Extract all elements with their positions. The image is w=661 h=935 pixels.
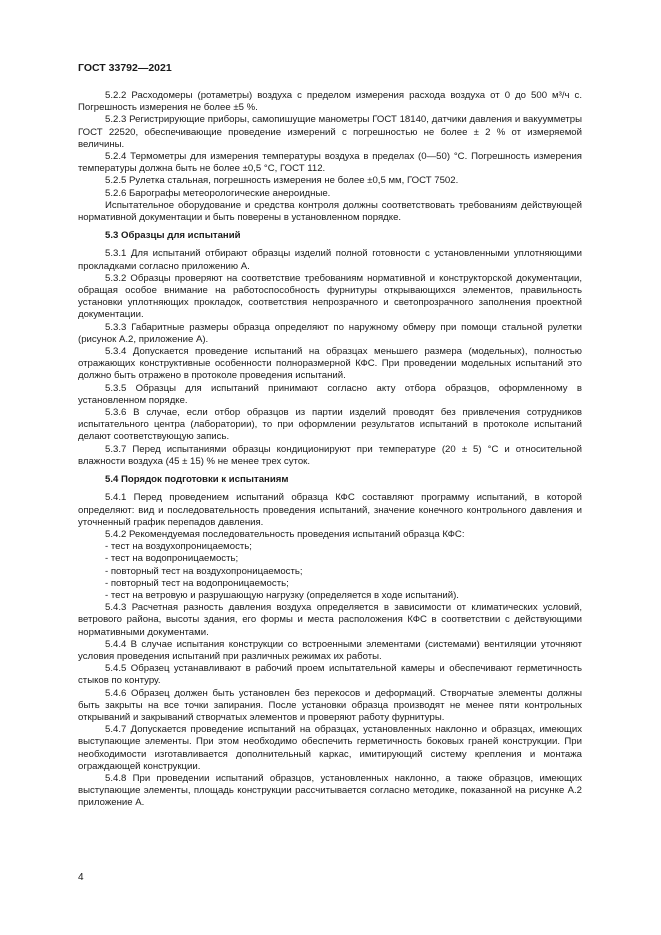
paragraph: 5.3.2 Образцы проверяют на соответствие требованиям нормативной и конструкторской документации, обращая особое внимание на работоспособность фурнитуры открывающихся элементов, правильность установки уплотняющих прокладок, соответствия непрозрачного и светопрозрачного заполнения проектной документации. (78, 272, 582, 321)
paragraph: 5.2.5 Рулетка стальная, погрешность измерения не более ±0,5 мм, ГОСТ 7502. (105, 175, 459, 187)
list-item: - тест на воздухопроницаемость; (105, 541, 252, 553)
paragraph: 5.4.8 При проведении испытаний образцов, установленных наклонно, а также образцов, имеющих выступающие элементы, площадь конструкции рассчитывается согласно методике, показанной на рисунке А.2 приложение А. (78, 772, 582, 809)
section-heading: 5.3 Образцы для испытаний (105, 230, 241, 242)
paragraph: 5.4.5 Образец устанавливают в рабочий проем испытательной камеры и обеспечивают герметичность стыков по контуру. (78, 663, 582, 687)
list-item: - тест на водопроницаемость; (105, 553, 239, 565)
paragraph: 5.2.2 Расходомеры (ротаметры) воздуха с пределом измерения расхода воздуха от 0 до 500 м³/ч с. Погрешность измерения не более ±5 %. (78, 90, 582, 114)
paragraph: 5.4.7 Допускается проведение испытаний на образцах, установленных наклонно и образцах, имеющих выступающие элементы. При этом необходимо обеспечить герметичность боковых граней конструкции. При необходимости изготавливается дополнительный каркас, имитирующий систему крепления и монтажа ограждающей конструкции. (78, 724, 582, 772)
paragraph: 5.2.6 Барографы метеорологические анероидные. (105, 187, 331, 199)
list-item: - повторный тест на воздухопроницаемость; (105, 565, 303, 577)
paragraph: 5.4.3 Расчетная разность давления воздуха определяется в зависимости от климатических условий, ветрового района, высоты здания, его формы и места расположения КФС в соответствии с действующими нормативными документами. (78, 602, 582, 638)
paragraph: 5.3.6 В случае, если отбор образцов из партии изделий проводят без привлечения сотрудников испытательного центра (лаборатории), то при оформлении результатов испытаний в протоколе испытаний делают соответствующую запись. (78, 407, 582, 443)
list-item: - тест на ветровую и разрушающую нагрузку (определяется в ходе испытаний). (105, 589, 459, 601)
page-number: 4 (78, 872, 84, 883)
section-heading: 5.4 Порядок подготовки к испытаниям (105, 474, 289, 486)
paragraph: 5.4.4 В случае испытания конструкции со встроенными элементами (системами) вентиляции уточняют условия проведения испытаний при различных режимах их работы. (78, 638, 582, 662)
paragraph: Испытательное оборудование и средства контроля должны соответствовать требованиям действующей нормативной документации и быть поверены в установленном порядке. (78, 199, 582, 224)
paragraph: 5.4.6 Образец должен быть установлен без перекосов и деформаций. Створчатые элементы должны быть закрыты на все точки запирания. После установки образца производят не менее пяти контрольных открываний и закрываний створчатых элементов и проверяют работу фурнитуры. (78, 687, 582, 723)
list-item: - повторный тест на водопроницаемость; (105, 577, 289, 589)
paragraph: 5.3.1 Для испытаний отбирают образцы изделий полной готовности с установленными уплотняющими прокладками согласно приложению А. (78, 248, 582, 272)
paragraph: 5.3.5 Образцы для испытаний принимают согласно акту отбора образцов, оформленному в установленном порядке. (78, 382, 582, 406)
paragraph: 5.3.7 Перед испытаниями образцы кондиционируют при температуре (20 ± 5) °С и относительной влажности воздуха (45 ± 15) % не менее трех суток. (78, 443, 582, 467)
paragraph: 5.3.3 Габаритные размеры образца определяют по наружному обмеру при помощи стальной рулетки (рисунок А.2, приложение А). (78, 321, 582, 345)
document-body (78, 90, 582, 810)
paragraph: 5.4.2 Рекомендуемая последовательность проведения испытаний образца КФС: (105, 528, 465, 540)
document-header: ГОСТ 33792—2021 (78, 62, 172, 74)
paragraph: 5.2.4 Термометры для измерения температуры воздуха в пределах (0—50) °С. Погрешность измерения температуры должна быть не более ±0,5 °С, ГОСТ 112. (78, 151, 582, 175)
paragraph: 5.3.4 Допускается проведение испытаний на образцах меньшего размера (модельных), полностью отражающих конструктивные особенности полноразмерной КФС. При проведении модельных испытаний это должно быть отражено в протоколе проведения испытаний. (78, 346, 582, 382)
paragraph: 5.4.1 Перед проведением испытаний образца КФС составляют программу испытаний, в которой определяют: вид и последовательность проведения испытаний, значение конечного контрольного давления и уточненный график перепадов давления. (78, 492, 582, 528)
paragraph: 5.2.3 Регистрирующие приборы, самопишущие манометры ГОСТ 18140, датчики давления и вакуумметры ГОСТ 22520, обеспечивающие проведение измерений с погрешностью не более ± 2 % от измеряемой величины. (78, 114, 582, 150)
